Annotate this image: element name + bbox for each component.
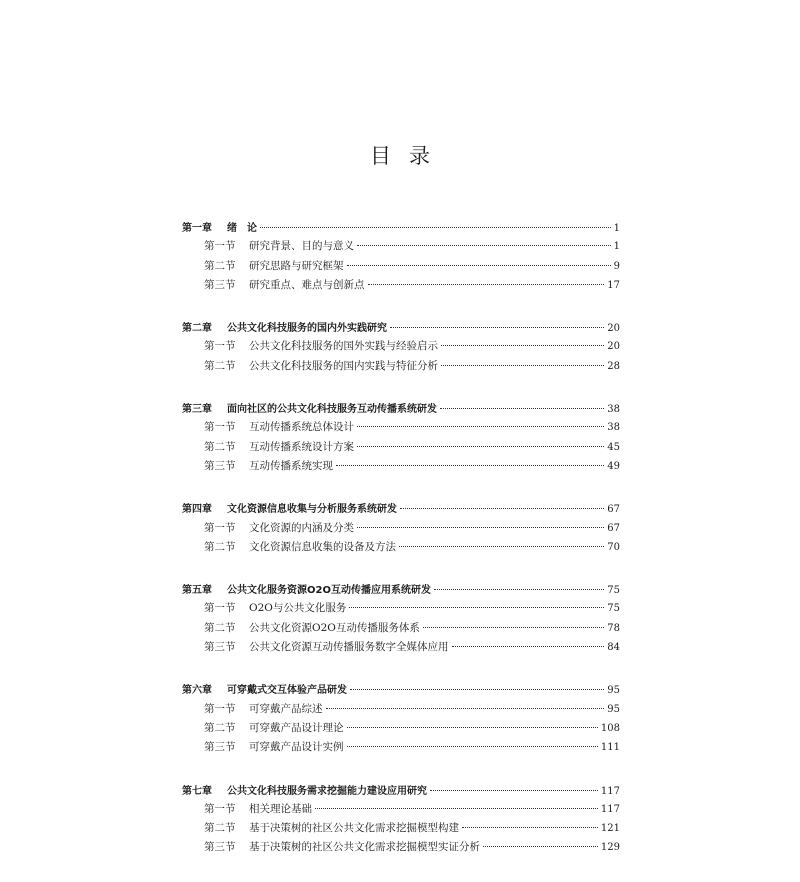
dot-leader (390, 327, 604, 328)
table-of-contents (182, 219, 620, 882)
toc-entry-title: 相关理论基础 (249, 802, 312, 815)
toc-chapter-entry[interactable] (182, 400, 620, 419)
toc-section-entry[interactable] (182, 600, 620, 619)
toc-entry-number: 第一节 (204, 702, 236, 715)
toc-entry-title: 基于决策树的社区公共文化需求挖掘模型构建 (249, 822, 459, 835)
toc-entry-title: 公共文化科技服务需求挖掘能力建设应用研究 (227, 785, 427, 797)
toc-entry-number: 第六章 (182, 685, 212, 697)
toc-page-number: 38 (607, 422, 620, 434)
toc-entry-title: 面向社区的公共文化科技服务互动传播系统研发 (227, 404, 437, 416)
toc-page-number: 111 (600, 742, 620, 754)
dot-leader (347, 265, 611, 266)
toc-chapter (182, 782, 620, 859)
toc-entry-number: 第七章 (182, 785, 212, 797)
toc-section-entry[interactable] (182, 639, 620, 658)
toc-entry-title: 公共文化资源O2O互动传播服务体系 (249, 621, 420, 634)
toc-section-entry[interactable] (182, 620, 620, 639)
toc-page-number: 45 (607, 441, 620, 453)
toc-entry-title: 公共文化科技服务的国外实践与经验启示 (249, 340, 438, 353)
toc-entry-number: 第三节 (204, 841, 236, 854)
toc-page-number: 67 (607, 522, 620, 534)
toc-page-number: 78 (607, 622, 620, 634)
toc-page-number: 95 (607, 685, 620, 697)
toc-chapter (182, 681, 620, 758)
toc-page-number: 117 (600, 785, 620, 797)
toc-section-entry[interactable] (182, 801, 620, 820)
toc-entry-title: 公共文化科技服务的国内外实践研究 (227, 323, 387, 335)
toc-chapter-entry[interactable] (182, 219, 620, 238)
toc-entry-number: 第三节 (204, 459, 236, 472)
toc-section-entry[interactable] (182, 539, 620, 558)
toc-page-number: 20 (607, 341, 620, 353)
toc-entry-number: 第一节 (204, 602, 236, 615)
toc-entry-title: 互动传播系统总体设计 (249, 421, 354, 434)
toc-page-number: 75 (607, 585, 620, 597)
toc-entry-title: 公共文化服务资源O2O互动传播应用系统研发 (227, 585, 431, 597)
dot-leader (350, 689, 604, 690)
toc-page-number: 67 (607, 504, 620, 516)
toc-section-entry[interactable] (182, 258, 620, 277)
toc-entry-title: 可穿戴产品综述 (249, 702, 323, 715)
dot-leader (326, 708, 605, 709)
toc-entry-number: 第一节 (204, 340, 236, 353)
toc-entry-title: 可穿戴产品设计实例 (249, 741, 344, 754)
toc-entry-number: 第三章 (182, 404, 212, 416)
toc-entry-number: 第二节 (204, 540, 236, 553)
dot-leader (347, 746, 598, 747)
dot-leader (368, 284, 605, 285)
toc-page-number: 28 (607, 360, 620, 372)
dot-leader (423, 627, 604, 628)
toc-chapter-entry[interactable] (182, 581, 620, 600)
toc-entry-title: 公共文化资源互动传播服务数字全媒体应用 (249, 641, 449, 654)
toc-entry-title: 可穿戴产品设计理论 (249, 721, 344, 734)
toc-section-entry[interactable] (182, 458, 620, 477)
toc-chapter-entry[interactable] (182, 681, 620, 700)
toc-page-number: 9 (613, 260, 620, 272)
toc-entry-title: 文化资源的内涵及分类 (249, 521, 354, 534)
dot-leader (441, 365, 604, 366)
toc-entry-title: O2O与公共文化服务 (249, 602, 347, 615)
dot-leader (336, 465, 604, 466)
toc-page-number: 1 (613, 241, 620, 253)
toc-entry-number: 第二章 (182, 323, 212, 335)
toc-section-entry[interactable] (182, 238, 620, 257)
toc-entry-title: 研究背景、目的与意义 (249, 240, 354, 253)
dot-leader (440, 408, 604, 409)
toc-page-number: 84 (607, 642, 620, 654)
toc-heading: 目录 (370, 144, 448, 168)
dot-leader (441, 345, 604, 346)
toc-entry-number: 第二节 (204, 621, 236, 634)
toc-entry-number: 第二节 (204, 259, 236, 272)
toc-chapter-entry[interactable] (182, 782, 620, 801)
toc-page-number: 108 (600, 722, 620, 734)
toc-page-number: 20 (607, 323, 620, 335)
toc-page-number: 121 (600, 823, 620, 835)
dot-leader (357, 426, 604, 427)
toc-entry-number: 第二节 (204, 822, 236, 835)
toc-chapter-entry[interactable] (182, 500, 620, 519)
dot-leader (483, 846, 598, 847)
toc-entry-number: 第三节 (204, 278, 236, 291)
toc-entry-title: 文化资源信息收集的设备及方法 (249, 540, 396, 553)
toc-section-entry[interactable] (182, 358, 620, 377)
toc-entry-title: 文化资源信息收集与分析服务系统研发 (227, 504, 397, 516)
toc-entry-number: 第一章 (182, 223, 212, 234)
toc-entry-number: 第三节 (204, 641, 236, 654)
toc-section-entry[interactable] (182, 520, 620, 539)
toc-section-entry[interactable] (182, 739, 620, 758)
toc-page-number: 17 (607, 279, 620, 291)
toc-entry-title: 研究重点、难点与创新点 (249, 278, 365, 291)
dot-leader (462, 827, 598, 828)
toc-section-entry[interactable] (182, 277, 620, 296)
dot-leader (347, 727, 598, 728)
dot-leader (399, 546, 604, 547)
toc-chapter (182, 400, 620, 477)
toc-chapter (182, 500, 620, 558)
toc-section-entry[interactable] (182, 839, 620, 858)
toc-page-number: 49 (607, 460, 620, 472)
toc-page-number: 75 (607, 603, 620, 615)
dot-leader (260, 227, 611, 228)
toc-entry-title: 互动传播系统实现 (249, 459, 333, 472)
toc-section-entry[interactable] (182, 720, 620, 739)
dot-leader (357, 527, 604, 528)
toc-page-number: 38 (607, 404, 620, 416)
toc-entry-number: 第三节 (204, 741, 236, 754)
toc-entry-number: 第一节 (204, 802, 236, 815)
toc-chapter-entry[interactable] (182, 319, 620, 338)
toc-section-entry[interactable] (182, 701, 620, 720)
dot-leader (452, 646, 605, 647)
dot-leader (349, 607, 604, 608)
toc-entry-title: 可穿戴式交互体验产品研发 (227, 685, 347, 697)
toc-page-number: 95 (607, 703, 620, 715)
toc-page-number: 129 (600, 842, 620, 854)
toc-entry-title: 互动传播系统设计方案 (249, 440, 354, 453)
dot-leader (357, 446, 604, 447)
toc-entry-title: 绪 论 (227, 223, 257, 234)
toc-chapter (182, 319, 620, 377)
toc-entry-title: 研究思路与研究框架 (249, 259, 344, 272)
toc-section-entry[interactable] (182, 338, 620, 357)
toc-section-entry[interactable] (182, 439, 620, 458)
dot-leader (430, 790, 598, 791)
toc-section-entry[interactable] (182, 820, 620, 839)
toc-chapter (182, 219, 620, 296)
toc-entry-title: 基于决策树的社区公共文化需求挖掘模型实证分析 (249, 841, 480, 854)
toc-page-number: 1 (613, 223, 620, 234)
toc-chapter (182, 581, 620, 658)
toc-entry-number: 第二节 (204, 359, 236, 372)
toc-section-entry[interactable] (182, 419, 620, 438)
toc-entry-number: 第一节 (204, 240, 236, 253)
toc-entry-number: 第二节 (204, 440, 236, 453)
toc-entry-number: 第五章 (182, 585, 212, 597)
toc-entry-number: 第一节 (204, 521, 236, 534)
toc-entry-title: 公共文化科技服务的国内实践与特征分析 (249, 359, 438, 372)
dot-leader (400, 508, 604, 509)
toc-page-number: 70 (607, 541, 620, 553)
toc-entry-number: 第二节 (204, 721, 236, 734)
dot-leader (315, 808, 598, 809)
toc-entry-number: 第一节 (204, 421, 236, 434)
dot-leader (434, 589, 604, 590)
dot-leader (357, 245, 611, 246)
toc-page-number: 117 (600, 803, 620, 815)
toc-entry-number: 第四章 (182, 504, 212, 516)
